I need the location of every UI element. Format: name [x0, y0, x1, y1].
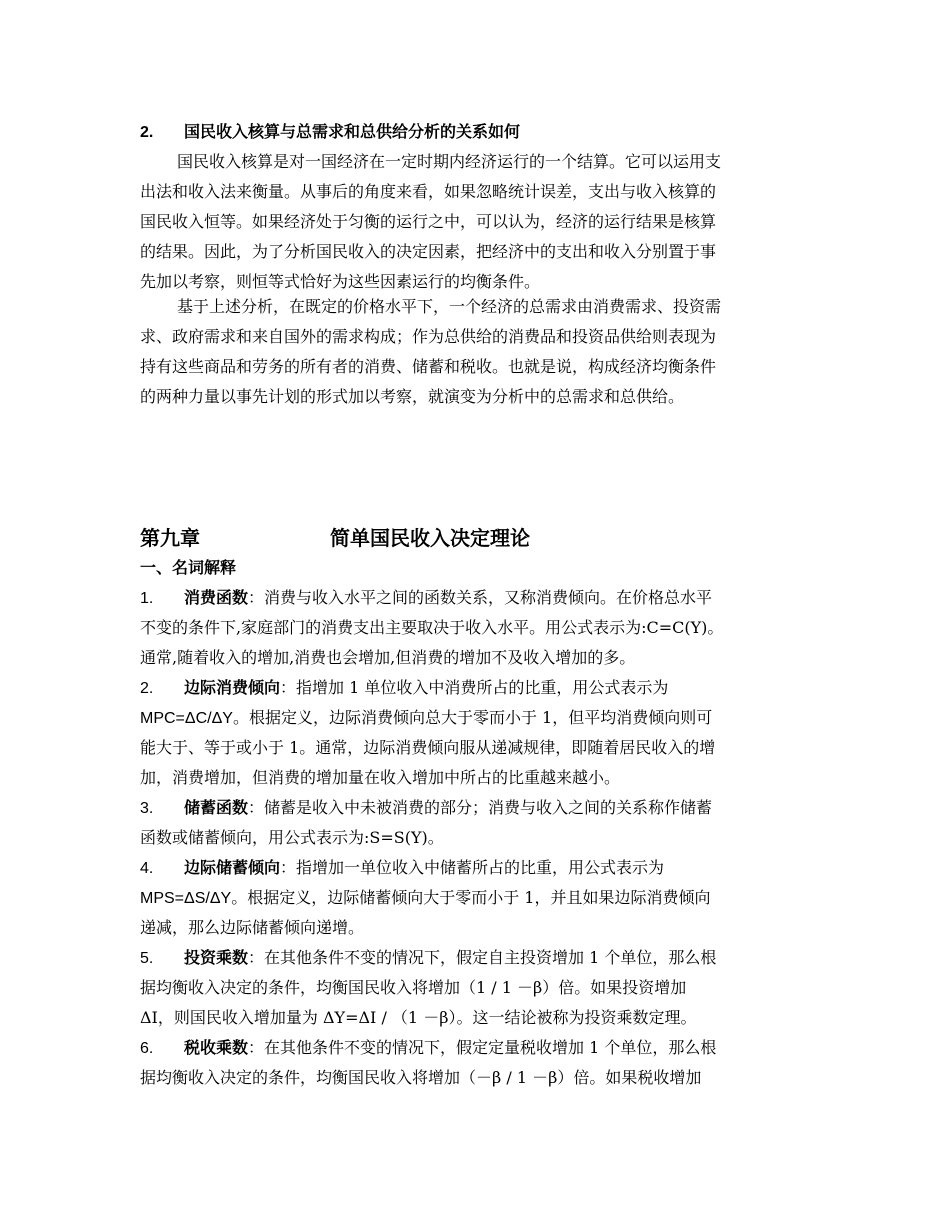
section-heading: 一、名词解释: [140, 558, 237, 577]
term-line: 函数或储蓄倾向，用公式表示为:S=S(Y)。: [140, 828, 444, 847]
term-line: 据均衡收入决定的条件，均衡国民收入将增加（1 / 1 －β）倍。如果投资增加: [140, 978, 687, 997]
term-number: 6.: [140, 1040, 154, 1057]
term-name: 边际储蓄倾向: [184, 858, 281, 877]
term-name: 储蓄函数: [184, 798, 249, 817]
term-line: 通常,随着收入的增加,消费也会增加,但消费的增加不及收入增加的多。: [140, 648, 636, 667]
term-name: 边际消费倾向: [184, 678, 281, 697]
term-text: ：在其他条件不变的情况下，假定自主投资增加 1 个单位，那么根: [248, 948, 717, 967]
term-text: ：指增加一单位收入中储蓄所占的比重，用公式表示为: [280, 858, 665, 877]
term-line: 加，消费增加，但消费的增加量在收入增加中所占的比重越来越小。: [140, 768, 621, 787]
term-line: [140, 703, 712, 733]
term-text: ：储蓄是收入中未被消费的部分；消费与收入之间的关系称作储蓄: [248, 798, 713, 817]
term-text: ：指增加 1 单位收入中消费所占的比重，用公式表示为: [280, 678, 669, 697]
chapter-heading: [140, 521, 812, 555]
term-name: 投资乘数: [184, 948, 249, 967]
term-line: 递减，那么边际储蓄倾向递增。: [140, 918, 365, 937]
term-item: [140, 583, 712, 613]
term-number: 4.: [140, 860, 154, 877]
term-text: ：在其他条件不变的情况下，假定定量税收增加 1 个单位，那么根: [248, 1038, 717, 1057]
term-line: 能大于、等于或小于 1。通常，边际消费倾向服从递减规律，即随着居民收入的增: [140, 738, 716, 757]
paragraph-line: 求、政府需求和来自国外的需求构成；作为总供给的消费品和投资品供给则表现为: [140, 327, 717, 346]
paragraph-line: 先加以考察，则恒等式恰好为这些因素运行的均衡条件。: [140, 272, 541, 291]
chapter-title: 简单国民收入决定理论: [330, 526, 530, 550]
term-item: [140, 793, 712, 823]
question-title: 国民收入核算与总需求和总供给分析的关系如何: [184, 122, 521, 141]
paragraph-line: 持有这些商品和劳务的所有者的消费、储蓄和税收。也就是说，构成经济均衡条件: [140, 357, 717, 376]
paragraph-line: 出法和收入法来衡量。从事后的角度来看，如果忽略统计误差，支出与收入核算的: [140, 182, 717, 201]
chapter-label: 第九章: [140, 526, 200, 550]
term-item: [140, 673, 668, 703]
question-number: 2.: [140, 124, 154, 141]
term-item: [140, 943, 716, 973]
paragraph-line: 国民收入恒等。如果经济处于匀衡的运行之中，可以认为，经济的运行结果是核算: [140, 212, 717, 231]
term-item: [140, 1033, 716, 1063]
term-formula: MPS=ΔS/ΔY: [140, 890, 232, 907]
term-number: 3.: [140, 800, 154, 817]
term-number: 2.: [140, 680, 154, 697]
term-number: 5.: [140, 950, 154, 967]
term-text: 。根据定义，边际储蓄倾向大于零而小于 1，并且如果边际消费倾向: [231, 888, 711, 907]
term-line: [140, 883, 710, 913]
term-name: 消费函数: [184, 588, 249, 607]
question-heading: [140, 117, 520, 147]
term-number: 1.: [140, 590, 154, 607]
term-item: [140, 853, 664, 883]
term-line: 不变的条件下,家庭部门的消费支出主要取决于收入水平。用公式表示为:C=C(Y)。: [140, 618, 724, 637]
term-text: ：消费与收入水平之间的函数关系，又称消费倾向。在价格总水平: [248, 588, 713, 607]
term-line: 据均衡收入决定的条件，均衡国民收入将增加（－β / 1 －β）倍。如果税收增加: [140, 1068, 702, 1087]
term-formula: MPC=ΔC/ΔY: [140, 710, 233, 727]
term-name: 税收乘数: [184, 1038, 249, 1057]
term-text: 。根据定义，边际消费倾向总大于零而小于 1，但平均消费倾向则可: [232, 708, 713, 727]
term-line: ΔI，则国民收入增加量为 ΔY=ΔI / （1 －β）。这一结论被称为投资乘数定理。: [140, 1008, 697, 1027]
paragraph-line: 国民收入核算是对一国经济在一定时期内经济运行的一个结算。它可以运用支: [177, 152, 722, 171]
paragraph-line: 的结果。因此，为了分析国民收入的决定因素，把经济中的支出和收入分别置于事: [140, 242, 717, 261]
paragraph-line: 基于上述分析，在既定的价格水平下，一个经济的总需求由消费需求、投资需: [177, 297, 722, 316]
paragraph-line: 的两种力量以事先计划的形式加以考察，就演变为分析中的总需求和总供给。: [140, 387, 685, 406]
